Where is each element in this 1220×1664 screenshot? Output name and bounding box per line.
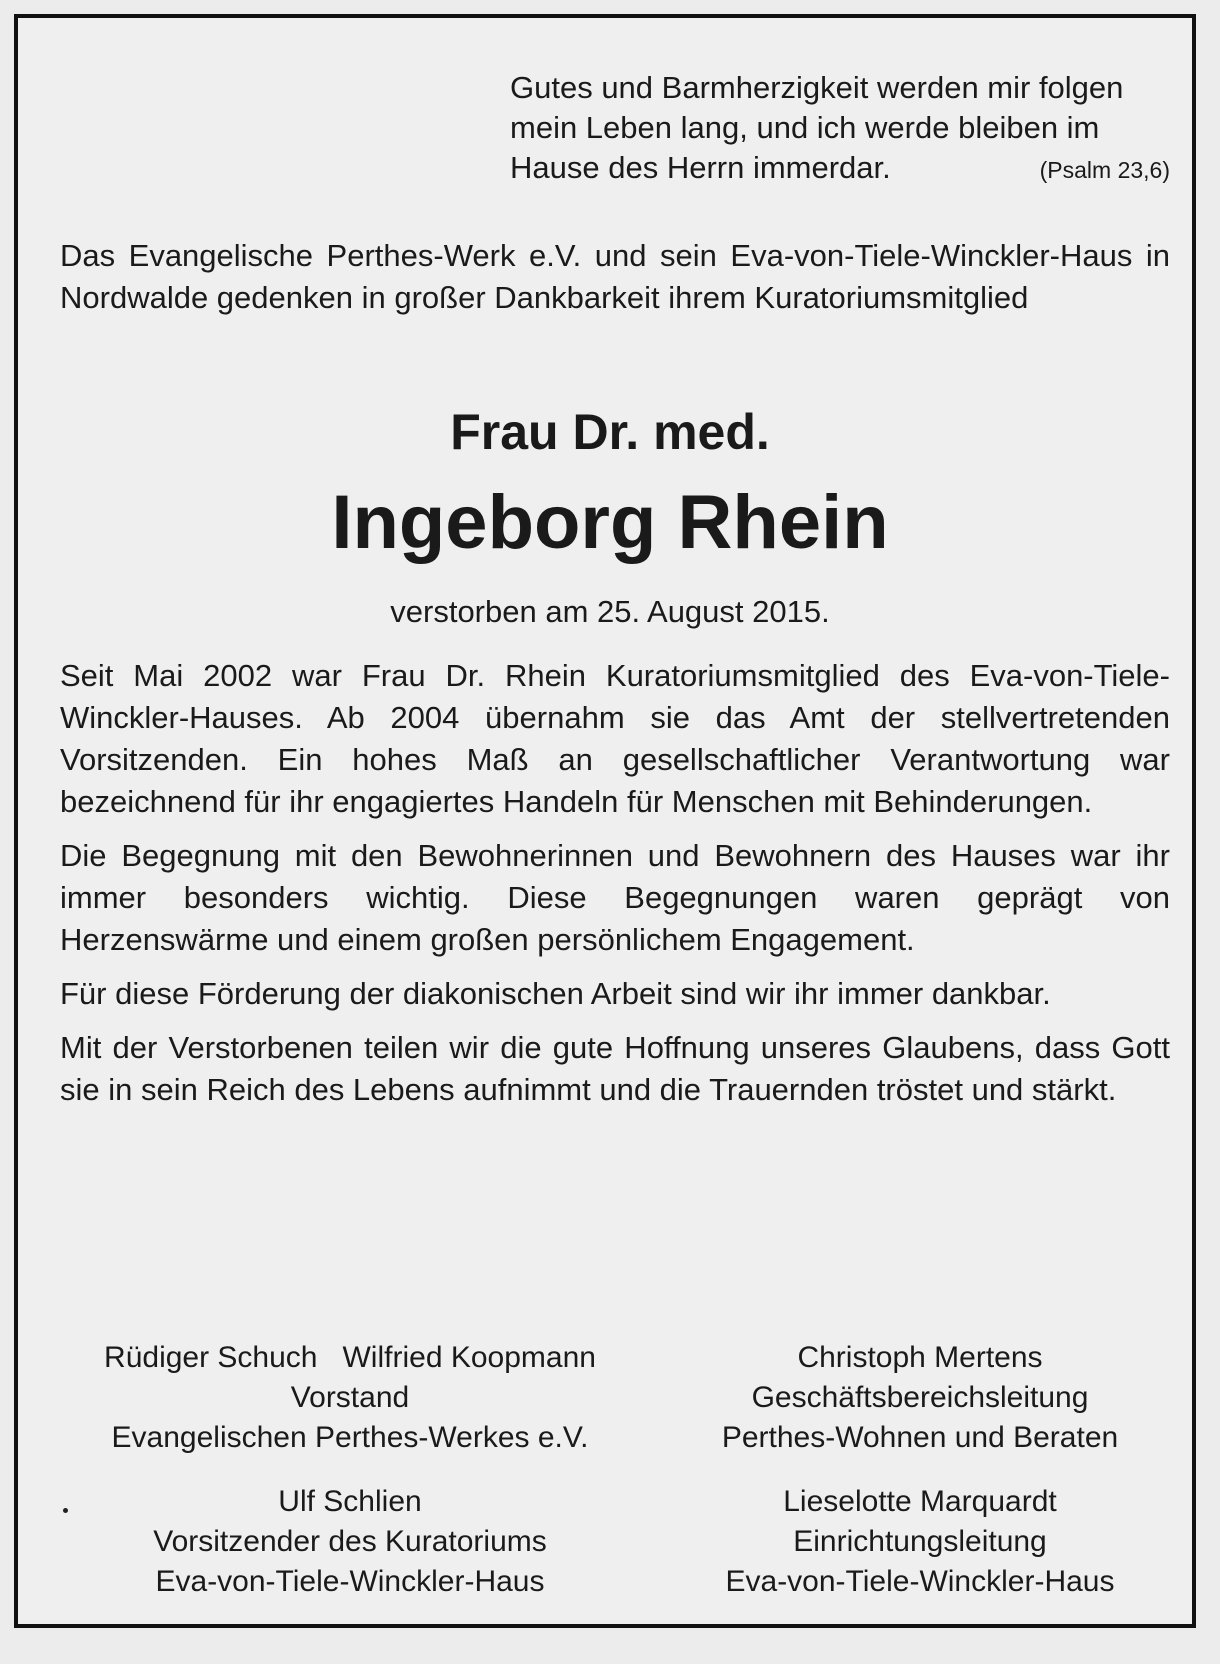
- signature-org: Perthes-Wohnen und Beraten: [721, 1421, 1119, 1454]
- signature-role: Vorstand: [290, 1381, 410, 1414]
- death-date: verstorben am 25. August 2015.: [390, 594, 830, 629]
- intro-text: Das Evangelische Perthes-Werk e.V. und sein Eva-von-Tiele-Winckler-Haus in Nordwalde gedenken in großer Dankbarkeit ihrem Kuratoriumsmitglied: [60, 238, 1170, 315]
- psalm-line-2: mein Leben lang, und ich werde bleiben im: [510, 110, 1100, 145]
- signature-role: Einrichtungsleitung: [793, 1525, 1047, 1558]
- tribute-paragraph-4: Mit der Verstorbenen teilen wir die gute Hoffnung unseres Glaubens, dass Gott sie in sein Reich des Lebens aufnimmt und die Trauernden tröstet und stärkt.: [60, 1030, 1170, 1107]
- psalm-reference: (Psalm 23,6): [1039, 157, 1170, 183]
- signature-names: Ulf Schlien: [278, 1485, 422, 1518]
- signature-org: Eva-von-Tiele-Winckler-Haus: [155, 1565, 545, 1598]
- signature-role: Geschäftsbereichsleitung: [751, 1381, 1089, 1414]
- signature-board-of-trustees: [40, 1482, 660, 1602]
- signature-role: Vorsitzender des Kuratoriums: [153, 1525, 547, 1558]
- signature-facility-management: [660, 1482, 1180, 1602]
- signature-names: Christoph Mertens: [797, 1341, 1043, 1374]
- tribute-body: [60, 655, 1170, 1123]
- tribute-paragraph-2: Die Begegnung mit den Bewohnerinnen und Bewohnern des Hauses war ihr immer besonders wichtig. Diese Begegnungen waren geprägt von Herzenswärme und einem großen persönlichem Engagement.: [60, 838, 1170, 957]
- signature-board: [40, 1338, 660, 1458]
- deceased-title: Frau Dr. med.: [450, 404, 770, 460]
- deceased-name: Ingeborg Rhein: [331, 480, 889, 565]
- signature-division-management: [660, 1338, 1180, 1458]
- signature-names: Lieselotte Marquardt: [783, 1485, 1057, 1518]
- signature-org: Evangelischen Perthes-Werkes e.V.: [111, 1421, 589, 1454]
- signature-names: Rüdiger Schuch Wilfried Koopmann: [104, 1341, 596, 1374]
- psalm-quote: [510, 68, 1170, 188]
- tribute-paragraph-1: Seit Mai 2002 war Frau Dr. Rhein Kuratoriumsmitglied des Eva-von-Tiele-Winckler-Hauses. Ab 2004 übernahm sie das Amt der stellvertretenden Vorsitzenden. Ein hohes Maß an gesellschaftlicher Verantwortung war bezeichnend für ihr engagiertes Handeln für Menschen mit Behinderungen.: [60, 658, 1170, 819]
- psalm-line-3: Hause des Herrn immerdar.: [510, 150, 891, 185]
- signature-org: Eva-von-Tiele-Winckler-Haus: [725, 1565, 1115, 1598]
- psalm-line-1: Gutes und Barmherzigkeit werden mir folgen: [510, 70, 1124, 105]
- tribute-paragraph-3: Für diese Förderung der diakonischen Arbeit sind wir ihr immer dankbar.: [60, 976, 1051, 1011]
